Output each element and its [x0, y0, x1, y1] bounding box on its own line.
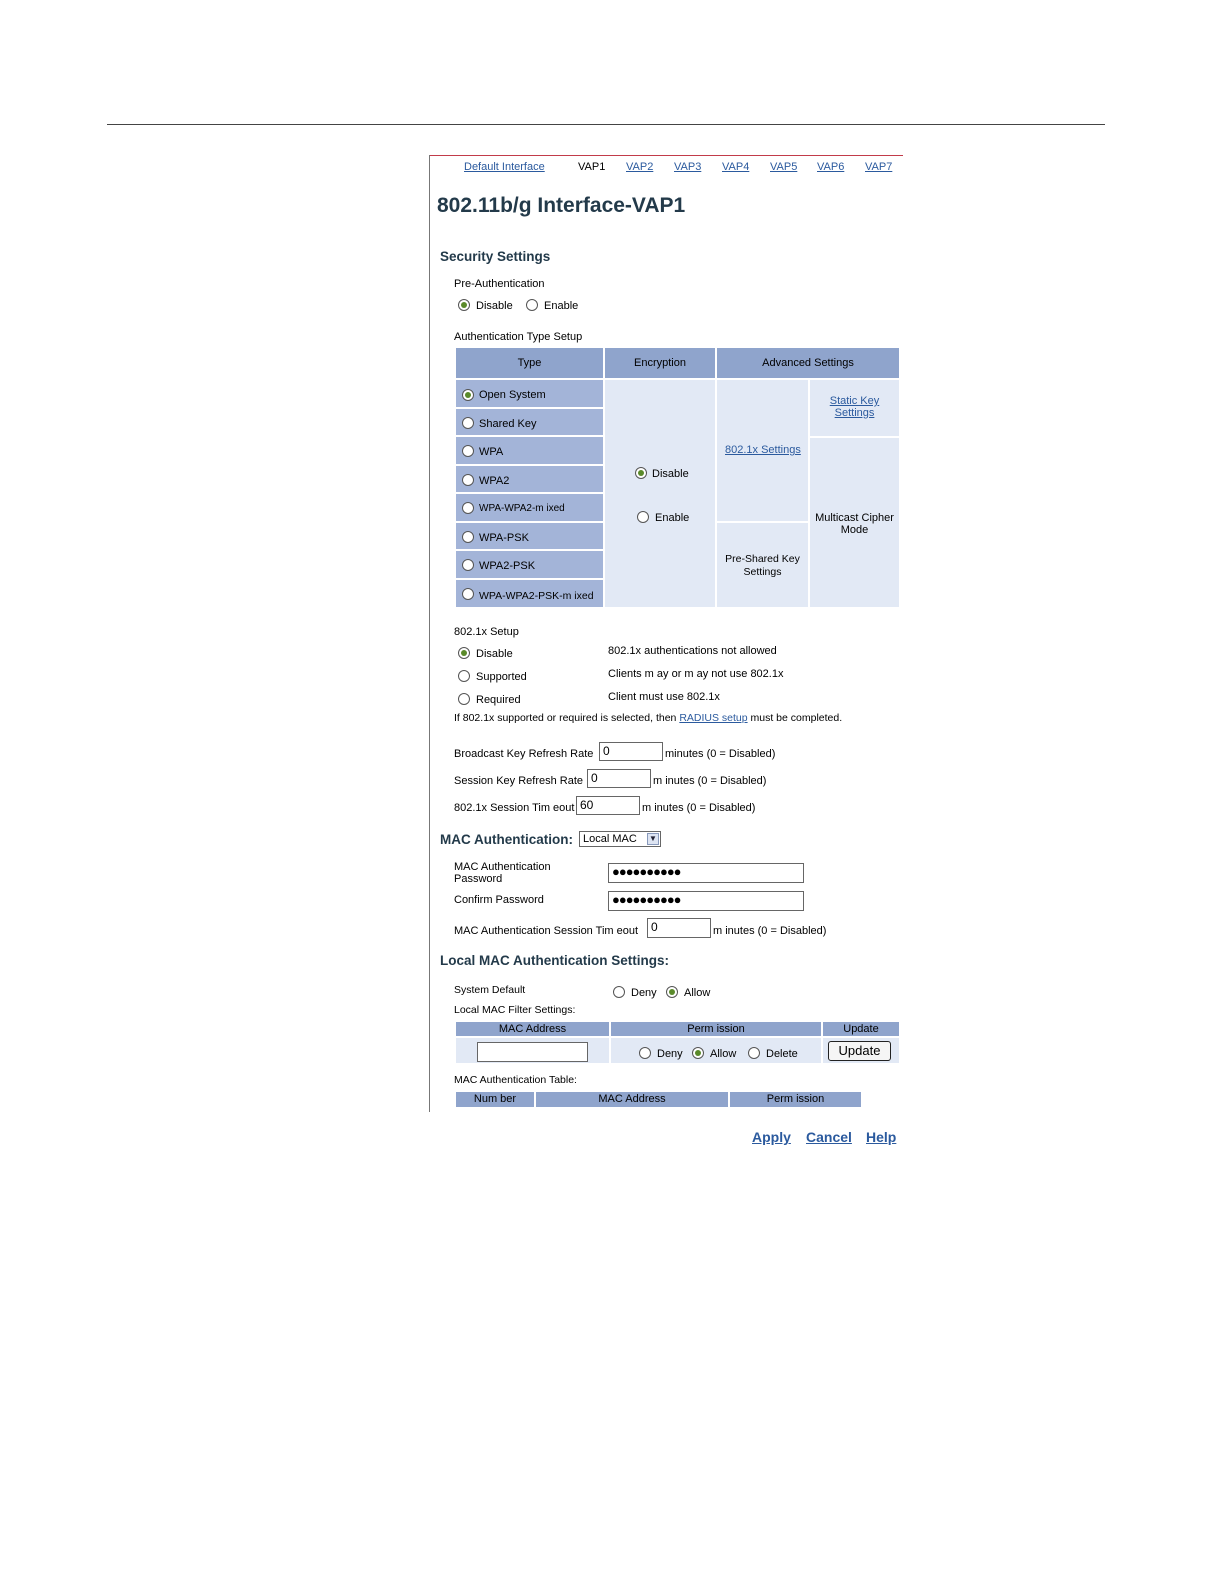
dot1x-required-radio[interactable]	[458, 693, 470, 705]
type-row-wpa-psk[interactable]	[455, 522, 604, 550]
document-rule	[107, 124, 1105, 125]
dot1x-setup-label: 802.1x Setup	[454, 626, 519, 638]
table-permission-header: Perm ission	[729, 1091, 862, 1108]
filter-update-header: Update	[822, 1021, 900, 1037]
tab-vap6[interactable]: VAP6	[817, 161, 845, 173]
apply-link[interactable]: Apply	[752, 1129, 791, 1145]
encryption-cell	[604, 379, 716, 608]
type-row-wpa-wpa2-psk-mixed[interactable]	[455, 579, 604, 608]
advanced-settings-header: Advanced Settings	[716, 347, 900, 379]
panel-top-border	[429, 155, 903, 156]
mac-auth-heading: MAC Authentication:	[440, 832, 573, 847]
mac-auth-select-value: Local MAC	[583, 833, 637, 845]
radius-note-post: must be completed.	[750, 712, 843, 724]
filter-deny-label: Deny	[657, 1048, 683, 1060]
wpa-wpa2-psk-mixed-radio[interactable]	[462, 588, 474, 600]
settings-panel	[429, 155, 903, 1112]
pre-auth-enable-label: Enable	[544, 300, 579, 312]
type-row-wpa2-psk[interactable]	[455, 550, 604, 579]
wpa2-psk-radio[interactable]	[462, 559, 474, 571]
type-row-wpa2[interactable]	[455, 465, 604, 493]
radius-note	[454, 712, 842, 724]
broadcast-key-label: Broadcast Key Refresh Rate	[454, 748, 594, 760]
system-default-deny-label: Deny	[631, 987, 657, 999]
tab-vap2[interactable]: VAP2	[626, 161, 654, 173]
filter-permission-cell	[610, 1037, 822, 1064]
session-key-unit: m inutes (0 = Disabled)	[653, 775, 767, 787]
mac-password-input[interactable]: ●●●●●●●●●●	[608, 863, 804, 883]
pre-auth-label: Pre-Authentication	[454, 278, 545, 290]
confirm-password-label: Confirm Password	[454, 894, 544, 906]
dot1x-disable-label: Disable	[476, 648, 513, 660]
mac-auth-select[interactable]	[579, 831, 661, 847]
auth-type-setup-label: Authentication Type Setup	[454, 331, 583, 343]
encryption-header: Encryption	[604, 347, 716, 379]
session-timeout-input[interactable]: 60	[576, 796, 640, 815]
static-key-settings-link[interactable]: Static Key Settings	[829, 395, 880, 419]
type-label: Shared Key	[479, 418, 537, 430]
filter-delete-radio[interactable]	[748, 1047, 760, 1059]
type-label: WPA2-PSK	[479, 560, 536, 572]
broadcast-key-input[interactable]: 0	[599, 742, 663, 761]
help-link[interactable]: Help	[866, 1129, 897, 1145]
session-key-input[interactable]: 0	[587, 769, 651, 788]
chevron-down-icon[interactable]: ▼	[647, 833, 659, 845]
dot1x-disable-radio[interactable]	[458, 647, 470, 659]
type-row-shared-key[interactable]	[455, 408, 604, 436]
pre-auth-disable-radio[interactable]	[458, 299, 470, 311]
system-default-label: System Default	[454, 984, 526, 996]
session-timeout-unit: m inutes (0 = Disabled)	[642, 802, 756, 814]
encryption-enable-label: Enable	[655, 512, 690, 524]
shared-key-radio[interactable]	[462, 417, 474, 429]
update-button[interactable]: Update	[828, 1041, 891, 1061]
encryption-disable-radio[interactable]	[635, 467, 647, 479]
type-label: WPA2	[479, 475, 510, 487]
psk-settings-cell	[716, 522, 809, 608]
type-label: Open System	[479, 389, 546, 401]
filter-allow-radio[interactable]	[692, 1047, 704, 1059]
filter-permission-header: Perm ission	[610, 1021, 822, 1037]
dot1x-required-label: Required	[476, 694, 521, 706]
dot1x-settings-link[interactable]: 802.1x Settings	[725, 444, 801, 456]
wpa2-radio[interactable]	[462, 474, 474, 486]
page-title: 802.11b/g Interface-VAP1	[437, 194, 686, 217]
local-mac-heading: Local MAC Authentication Settings:	[440, 953, 669, 968]
cancel-link[interactable]: Cancel	[806, 1129, 852, 1145]
mac-session-timeout-label: MAC Authentication Session Tim eout	[454, 925, 639, 937]
type-header: Type	[455, 347, 604, 379]
filter-allow-label: Allow	[710, 1048, 737, 1060]
multicast-cipher-cell	[809, 437, 900, 608]
panel-left-border	[429, 155, 430, 1112]
type-label: WPA	[479, 446, 504, 458]
type-row-open-system[interactable]	[455, 379, 604, 408]
wpa-wpa2-mixed-radio[interactable]	[462, 502, 474, 514]
static-key-cell	[809, 379, 900, 437]
encryption-disable-label: Disable	[652, 468, 689, 480]
radius-note-pre: If 802.1x supported or required is selected, then	[454, 712, 677, 724]
filter-mac-cell	[455, 1037, 610, 1064]
filter-mac-input[interactable]	[477, 1042, 588, 1062]
table-number-header: Num ber	[455, 1091, 535, 1108]
mac-session-timeout-unit: m inutes (0 = Disabled)	[713, 925, 827, 937]
pre-auth-enable-radio[interactable]	[526, 299, 538, 311]
filter-update-cell	[822, 1037, 900, 1064]
system-default-deny-radio[interactable]	[613, 986, 625, 998]
tab-vap7[interactable]: VAP7	[865, 161, 893, 173]
dot1x-settings-cell	[716, 379, 809, 522]
wpa-radio[interactable]	[462, 445, 474, 457]
wpa-psk-radio[interactable]	[462, 531, 474, 543]
dot1x-supported-label: Supported	[476, 671, 527, 683]
filter-deny-radio[interactable]	[639, 1047, 651, 1059]
dot1x-required-desc: Client must use 802.1x	[608, 691, 720, 703]
dot1x-disable-desc: 802.1x authentications not allowed	[608, 645, 777, 657]
system-default-allow-label: Allow	[684, 987, 711, 999]
type-label: WPA-WPA2-PSK-m ixed	[479, 590, 594, 602]
filter-settings-label: Local MAC Filter Settings:	[454, 1004, 576, 1016]
multicast-cipher-label: Multicast Cipher Mode	[815, 512, 894, 536]
type-label: WPA-WPA2-m ixed	[479, 503, 565, 514]
tab-vap1[interactable]: VAP1	[578, 161, 606, 173]
dot1x-supported-desc: Clients m ay or m ay not use 802.1x	[608, 668, 784, 680]
mac-auth-table-label: MAC Authentication Table:	[454, 1074, 577, 1086]
type-label: WPA-PSK	[479, 532, 529, 544]
broadcast-key-unit: minutes (0 = Disabled)	[665, 748, 776, 760]
dot1x-supported-radio[interactable]	[458, 670, 470, 682]
pre-auth-disable-label: Disable	[476, 300, 513, 312]
session-timeout-label: 802.1x Session Tim eout	[454, 802, 575, 814]
radius-setup-link[interactable]: RADIUS setup	[679, 712, 748, 724]
encryption-enable-radio[interactable]	[637, 511, 649, 523]
tab-vap5[interactable]: VAP5	[770, 161, 798, 173]
psk-settings-label: Pre-Shared Key Settings	[725, 553, 800, 578]
filter-delete-label: Delete	[766, 1048, 798, 1060]
tab-default-interface[interactable]: Default Interface	[464, 161, 545, 173]
type-row-wpa-wpa2-mixed[interactable]	[455, 493, 604, 522]
type-row-wpa[interactable]	[455, 436, 604, 465]
session-key-label: Session Key Refresh Rate	[454, 775, 584, 787]
confirm-password-input[interactable]: ●●●●●●●●●●	[608, 891, 804, 911]
security-settings-heading: Security Settings	[440, 249, 551, 264]
system-default-allow-radio[interactable]	[666, 986, 678, 998]
filter-mac-header: MAC Address	[455, 1021, 610, 1037]
open-system-radio[interactable]	[462, 389, 474, 401]
mac-session-timeout-input[interactable]: 0	[647, 918, 711, 938]
tab-vap4[interactable]: VAP4	[722, 161, 750, 173]
mac-password-label: MAC Authentication Password	[454, 861, 551, 885]
table-mac-header: MAC Address	[535, 1091, 729, 1108]
tab-vap3[interactable]: VAP3	[674, 161, 702, 173]
